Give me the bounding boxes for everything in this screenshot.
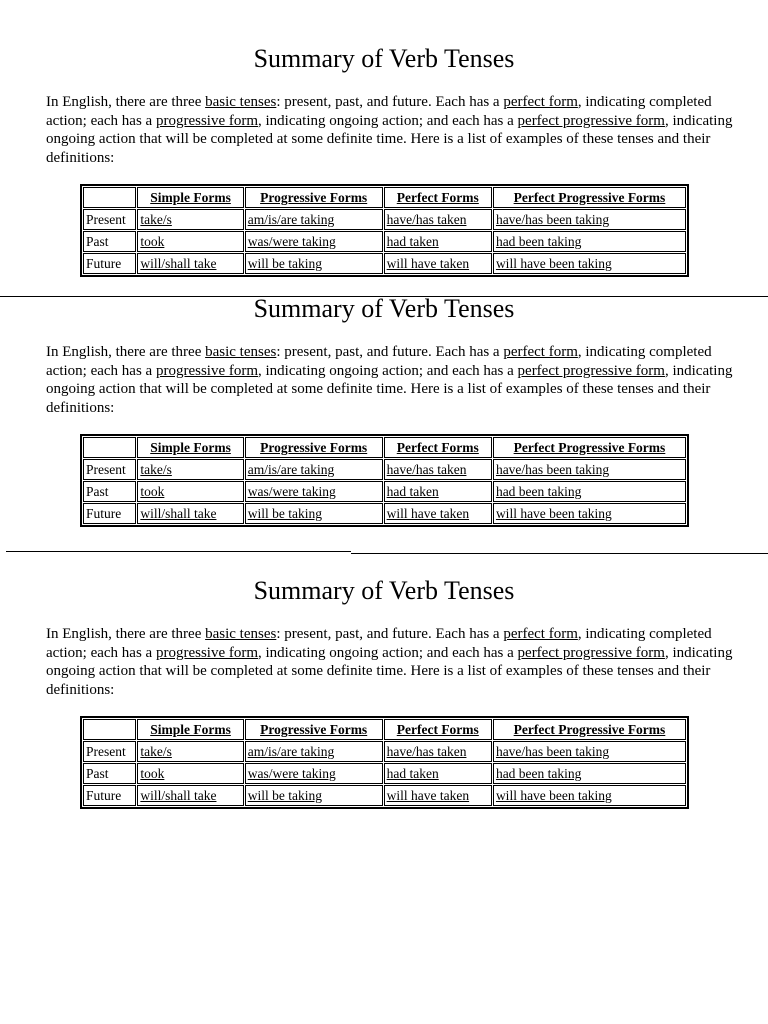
- table-cell: am/is/are taking: [245, 459, 383, 480]
- intro-text: : present, past, and future. Each has a: [276, 626, 504, 642]
- table-cell: will have been taking: [493, 503, 686, 524]
- table-cell: had taken: [384, 763, 492, 784]
- term-progressive-form: progressive form: [155, 362, 259, 379]
- table-cell: took: [137, 231, 243, 252]
- table-row: [83, 231, 686, 252]
- intro-text: , indicating ongoing action; and each has a: [258, 644, 518, 661]
- table-header-cell: Simple Forms: [137, 719, 243, 740]
- term-perfect-form: perfect form: [503, 94, 578, 110]
- table-cell: will have been taking: [493, 785, 686, 806]
- term-basic-tenses: basic tenses: [205, 344, 277, 360]
- verb-tense-table: [80, 716, 689, 809]
- table-cell: have/has taken: [384, 741, 492, 762]
- table-header-row: [83, 437, 686, 458]
- table-header-cell: Simple Forms: [137, 187, 243, 208]
- table-cell: had been taking: [493, 763, 686, 784]
- table-cell: will/shall take: [137, 253, 243, 274]
- table-header-cell: Perfect Progressive Forms: [493, 719, 686, 740]
- intro-text: , indicating completed action; each has a: [46, 626, 712, 661]
- table-cell: had taken: [384, 481, 492, 502]
- row-label: Past: [83, 481, 136, 502]
- table-row: [83, 503, 686, 524]
- table-header-row: [83, 187, 686, 208]
- table-row: [83, 253, 686, 274]
- row-label: Future: [83, 785, 136, 806]
- term-perfect-form: perfect form: [503, 626, 578, 642]
- term-progressive-form: progressive form: [155, 112, 259, 129]
- intro-text: , indicating ongoing action; and each has a: [258, 362, 518, 379]
- intro-text: , indicating ongoing action; and each has a: [258, 112, 518, 129]
- table-header-cell: Perfect Forms: [384, 437, 492, 458]
- table-row: [83, 481, 686, 502]
- table-cell: had taken: [384, 231, 492, 252]
- term-perfect-progressive-form: perfect progressive form: [517, 644, 665, 661]
- intro-paragraph: [46, 343, 736, 418]
- divider-line: [351, 553, 768, 554]
- intro-text: , indicating completed action; each has a: [46, 94, 712, 129]
- table-row: [83, 785, 686, 806]
- verb-tense-table: [80, 434, 689, 527]
- table-row: [83, 741, 686, 762]
- table-cell: will/shall take: [137, 503, 243, 524]
- intro-text: In English, there are three: [46, 626, 206, 642]
- table-cell: had been taking: [493, 481, 686, 502]
- intro-text: : present, past, and future. Each has a: [276, 94, 504, 110]
- table-header-cell: Progressive Forms: [245, 437, 383, 458]
- table-header-cell: Perfect Forms: [384, 719, 492, 740]
- verb-tense-table: [80, 184, 689, 277]
- intro-text: , indicating ongoing action that will be completed at some definite time. Here is a list of examples of these tenses and their definitions:: [46, 112, 733, 167]
- intro-text: In English, there are three: [46, 94, 206, 110]
- table-cell: have/has been taking: [493, 209, 686, 230]
- table-cell: will have taken: [384, 503, 492, 524]
- table-cell: will be taking: [245, 503, 383, 524]
- table-header-cell: [83, 187, 136, 208]
- table-cell: have/has taken: [384, 209, 492, 230]
- table-row: [83, 763, 686, 784]
- row-label: Present: [83, 741, 136, 762]
- table-cell: took: [137, 481, 243, 502]
- intro-text: , indicating ongoing action that will be completed at some definite time. Here is a list of examples of these tenses and their definitions:: [46, 644, 733, 699]
- table-row: [83, 459, 686, 480]
- table-cell: take/s: [137, 741, 243, 762]
- table-cell: have/has taken: [384, 459, 492, 480]
- intro-text: , indicating ongoing action that will be completed at some definite time. Here is a list of examples of these tenses and their definitions:: [46, 362, 733, 417]
- table-cell: have/has been taking: [493, 459, 686, 480]
- table-cell: will have taken: [384, 253, 492, 274]
- intro-text: , indicating completed action; each has a: [46, 344, 712, 379]
- table-cell: was/were taking: [245, 763, 383, 784]
- table-cell: had been taking: [493, 231, 686, 252]
- term-perfect-form: perfect form: [503, 344, 578, 360]
- term-perfect-progressive-form: perfect progressive form: [517, 362, 665, 379]
- table-header-row: [83, 719, 686, 740]
- table-row: [83, 209, 686, 230]
- section-title: Summary of Verb Tenses: [253, 576, 515, 605]
- table-header-cell: [83, 437, 136, 458]
- table-cell: have/has been taking: [493, 741, 686, 762]
- table-header-cell: Progressive Forms: [245, 187, 383, 208]
- table-cell: take/s: [137, 209, 243, 230]
- section-title: Summary of Verb Tenses: [253, 44, 515, 73]
- table-header-cell: Perfect Progressive Forms: [493, 187, 686, 208]
- table-cell: will have been taking: [493, 253, 686, 274]
- term-progressive-form: progressive form: [155, 644, 259, 661]
- table-header-cell: Perfect Forms: [384, 187, 492, 208]
- table-header-cell: Progressive Forms: [245, 719, 383, 740]
- row-label: Past: [83, 763, 136, 784]
- table-cell: took: [137, 763, 243, 784]
- divider-line: [6, 551, 351, 552]
- table-header-cell: [83, 719, 136, 740]
- intro-paragraph: [46, 625, 736, 700]
- table-cell: will/shall take: [137, 785, 243, 806]
- table-cell: will be taking: [245, 785, 383, 806]
- term-basic-tenses: basic tenses: [205, 626, 277, 642]
- row-label: Present: [83, 459, 136, 480]
- term-perfect-progressive-form: perfect progressive form: [517, 112, 665, 129]
- row-label: Future: [83, 503, 136, 524]
- row-label: Future: [83, 253, 136, 274]
- section-title: Summary of Verb Tenses: [253, 294, 515, 323]
- intro-paragraph: [46, 93, 736, 168]
- table-cell: will have taken: [384, 785, 492, 806]
- term-basic-tenses: basic tenses: [205, 94, 277, 110]
- table-header-cell: Perfect Progressive Forms: [493, 437, 686, 458]
- table-cell: am/is/are taking: [245, 209, 383, 230]
- table-cell: was/were taking: [245, 231, 383, 252]
- table-cell: was/were taking: [245, 481, 383, 502]
- table-cell: am/is/are taking: [245, 741, 383, 762]
- table-header-cell: Simple Forms: [137, 437, 243, 458]
- row-label: Present: [83, 209, 136, 230]
- intro-text: : present, past, and future. Each has a: [276, 344, 504, 360]
- table-cell: will be taking: [245, 253, 383, 274]
- row-label: Past: [83, 231, 136, 252]
- table-cell: take/s: [137, 459, 243, 480]
- intro-text: In English, there are three: [46, 344, 206, 360]
